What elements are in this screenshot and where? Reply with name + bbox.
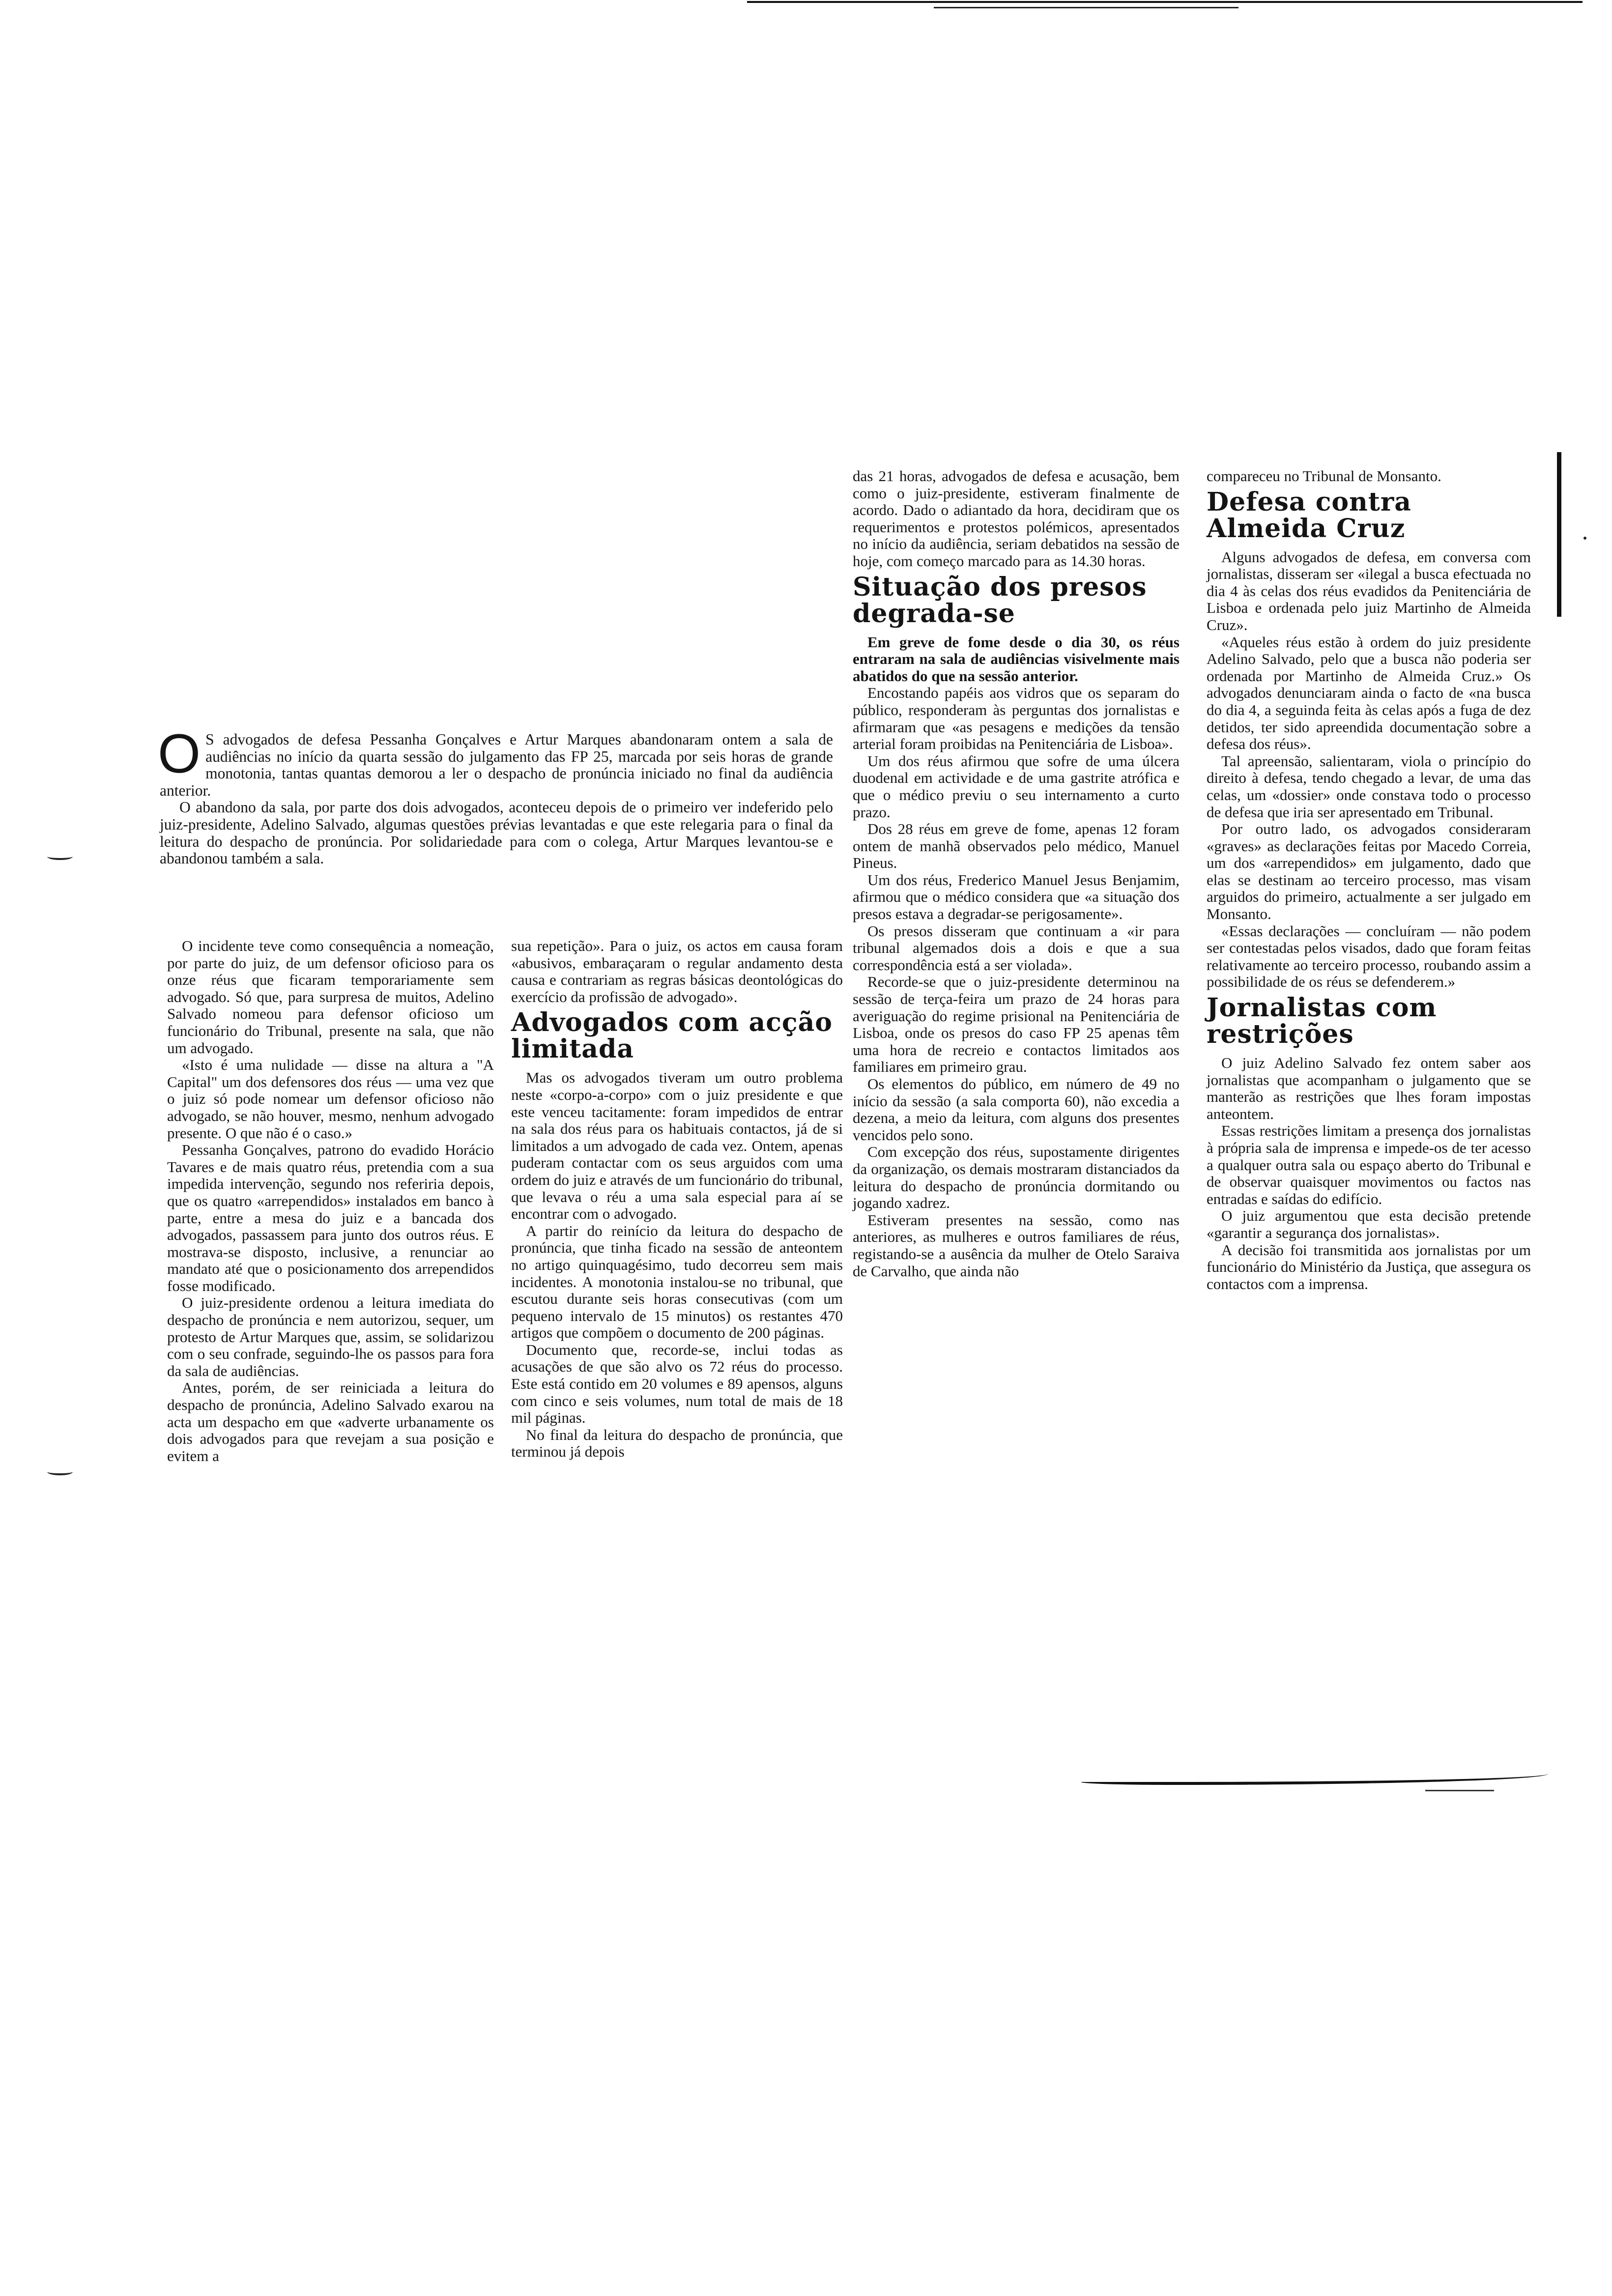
body-paragraph: sua repetição». Para o juiz, os actos em causa foram «abusivos, embaraçaram o regular andamento desta causa e contrariam as regras básicas deontológicas do exercício da profissão de advogado». xyxy=(511,937,843,1005)
body-paragraph: O juiz argumentou que esta decisão pretende «garantir a segurança dos jornalistas». xyxy=(1207,1207,1531,1241)
body-paragraph: das 21 horas, advogados de defesa e acusação, bem como o juiz-presidente, estiveram finalmente de acordo. Dado o adiantado da hora, decidiram que os requerimentos e protestos polémicos, apresentados no início da audiência, seriam debatidos na sessão de hoje, com começo marcado para as 14.30 horas. xyxy=(853,467,1180,570)
body-paragraph: compareceu no Tribunal de Monsanto. xyxy=(1207,467,1441,485)
lead-paragraph: O abandono da sala, por parte dos dois advogados, aconteceu depois de o primeiro ver indeferido pelo juiz-presidente, Adelino Salvado, algumas questões prévias levantadas e que este relegaria para o final da leitura do despacho de pronúncia. Por solidariedade para com o colega, Artur Marques levantou-se e abandonou também a sala. xyxy=(160,799,833,867)
body-paragraph: Mas os advogados tiveram um outro problema neste «corpo-a-corpo» com o juiz presidente e que este venceu tacitamente: foram impedidos de entrar na sala dos réus para os habituais contactos, já de si limitados a um advogado de cada vez. Ontem, apenas puderam contactar com os seus arguidos com uma ordem do juiz e através de um funcionário do tribunal, que levava o réu a uma sala especial para aí se encontrar com o advogado. xyxy=(511,1069,843,1223)
body-paragraph: Um dos réus afirmou que sofre de uma úlcera duodenal em actividade e de uma gastrite atrófica e que o médico previu o seu internamento a curto prazo. xyxy=(853,752,1180,821)
body-paragraph: Encostando papéis aos vidros que os separam do público, responderam às perguntas dos jornalistas e afirmaram que «as pesagens e medições da tensão arterial foram proibidas na Penitenciária de Lisboa». xyxy=(853,684,1180,753)
body-paragraph: Pessanha Gonçalves, patrono do evadido Horácio Tavares e de mais quatro réus, pretendia com a sua impedida intervenção, segundo nos referiria depois, que os quatro «arrependidos» instalados em banco à parte, entre a mesa do juiz e a bancada dos advogados, passassem para junto dos outros réus. E mostrava-se disposto, inclusive, a renunciar ao mandato até que o posicionamento dos arrependidos fosse modificado. xyxy=(167,1141,494,1294)
scan-edge-line xyxy=(747,1,1583,3)
body-paragraph: «Essas declarações — concluíram — não podem ser contestadas pelos visados, dado que foram feitas relativamente ao terceiro processo, roubando assim a possibilidade de os réus se defenderem.» xyxy=(1207,922,1531,991)
body-paragraph: Um dos réus, Frederico Manuel Jesus Benjamim, afirmou que o médico considera que «a situação dos presos estava a degradar-se perigosamente». xyxy=(853,871,1180,923)
body-paragraph: Por outro lado, os advogados consideraram «graves» as declarações feitas por Macedo Correia, um dos «arrependidos» em julgamento, dado que elas se destinam ao terceiro processo, mas visam arguidos do primeiro, actualmente a ser julgado em Monsanto. xyxy=(1207,820,1531,923)
body-paragraph: «Isto é uma nulidade — disse na altura a "A Capital" um dos defensores dos réus — uma vez que o juiz só pode nomear um defensor oficioso não advogado, se não houver, mesmo, nenhum advogado presente. O que não é o caso.» xyxy=(167,1056,494,1142)
section-heading: Situação dos presos degrada-se xyxy=(853,572,1147,629)
column-rule xyxy=(1557,452,1561,617)
article-column-1 xyxy=(167,938,494,1464)
body-paragraph: O juiz-presidente ordenou a leitura imediata do despacho de pronúncia e nem autorizou, sequer, um protesto de Artur Marques que, assim, se solidarizou com o seu confrade, seguindo-lhe os passos para fora da sala de audiências. xyxy=(167,1294,494,1379)
article-column-2 xyxy=(511,938,843,1461)
body-paragraph: A partir do reinício da leitura do despacho de pronúncia, que tinha ficado na sessão de anteontem no artigo quinquagésimo, tudo decorreu sem mais incidentes. A monotonia instalou-se no tribunal, que escutou durante seis horas consecutivas (com um pequeno intervalo de 15 minutos) os restantes 470 artigos que compõem o documento de 200 páginas. xyxy=(511,1222,843,1342)
body-paragraph: Documento que, recorde-se, inclui todas as acusações de que são alvo os 72 réus do processo. Este está contido em 20 volumes e 89 apensos, alguns com cinco e seis volumes, num total de mais de 18 mil páginas. xyxy=(511,1341,843,1427)
scan-edge-line xyxy=(934,7,1238,8)
body-paragraph: Essas restrições limitam a presença dos jornalistas à própria sala de imprensa e impede-os de ter acesso a qualquer outra sala ou espaço aberto do Tribunal e de observar quaisquer movimentos ou factos nas entradas e saídas do edifício. xyxy=(1207,1122,1531,1207)
body-paragraph: O juiz Adelino Salvado fez ontem saber aos jornalistas que acompanham o julgamento que se manterão as restrições que lhes foram impostas anteontem. xyxy=(1207,1054,1531,1122)
body-paragraph: Recorde-se que o juiz-presidente determinou na sessão de terça-feira um prazo de 24 horas para averiguação do regime prisional na Penitenciária de Lisboa, onde os presos do caso FP 25 apenas têm uma hora de recreio e contactos limitados aos familiares em primeiro grau. xyxy=(853,973,1180,1076)
margin-mark xyxy=(1583,537,1586,540)
article-column-4 xyxy=(1207,468,1531,1292)
body-paragraph: Com excepção dos réus, supostamente dirigentes da organização, os demais mostraram distanciados da leitura do despacho de pronúncia dormitando ou jogando xadrez. xyxy=(853,1143,1180,1212)
body-paragraph: Tal apreensão, salientaram, viola o princípio do direito à defesa, tendo chegado a levar, de uma das celas, um «dossier» onde constava todo o processo de defesa que iria ser apresentado em Tribunal. xyxy=(1207,752,1531,821)
body-paragraph: Alguns advogados de defesa, em conversa com jornalistas, disseram ser «ilegal a busca efectuada no dia 4 às celas dos réus evadidos da Penitenciária de Lisboa e ordenada pelo juiz Martinho de Almeida Cruz». xyxy=(1207,548,1531,633)
body-paragraph: Os presos disseram que continuam a «ir para tribunal algemados dois a dois e que a sua correspondência está a ser violada». xyxy=(853,922,1180,974)
lead-paragraph: O S advogados de defesa Pessanha Gonçalves e Artur Marques abandonaram ontem a sala de audiências no início da quarta sessão do julgamento das FP 25, marcada por seis horas de grande monotonia, tantas quantas demorou a ler o despacho de pronúncia iniciado no final da audiência anterior. xyxy=(158,723,833,799)
body-paragraph: A decisão foi transmitida aos jornalistas por um funcionário do Ministério da Justiça, que assegura os contactos com a imprensa. xyxy=(1207,1241,1531,1292)
end-rule xyxy=(1425,1790,1494,1791)
end-rule xyxy=(1081,1771,1548,1785)
article-column-3 xyxy=(853,468,1180,1280)
body-paragraph: O incidente teve como consequência a nomeação, por parte do juiz, de um defensor oficioso para os onze réus que ficaram temporariamente sem advogado. Só que, para surpresa de muitos, Adelino Salvado nomeou para defensor oficioso um funcionário do Tribunal, presente na sala, que não um advogado. xyxy=(167,937,494,1057)
body-paragraph: No final da leitura do despacho de pronúncia, que terminou já depois xyxy=(511,1426,843,1461)
body-paragraph: Estiveram presentes na sessão, como nas anteriores, as mulheres e outros familiares de réus, registando-se a ausência da mulher de Otelo Saraiva de Carvalho, que ainda não xyxy=(853,1211,1180,1280)
margin-mark xyxy=(47,1468,73,1475)
drop-cap: O xyxy=(158,723,201,784)
body-paragraph: Em greve de fome desde o dia 30, os réus entraram na sala de audiências visivelmente mais abatidos do que na sessão anterior. xyxy=(853,633,1180,685)
body-paragraph: Os elementos do público, em número de 49 no início da sessão (a sala comporta 60), não excedia a dezena, a meio da leitura, com alguns dos presentes vencidos pelo sono. xyxy=(853,1075,1180,1144)
article-lead xyxy=(158,723,833,867)
body-paragraph: Antes, porém, de ser reiniciada a leitura do despacho de pronúncia, Adelino Salvado exarou na acta um despacho em que «adverte urbanamente os dois advogados para que revejam a sua posição e evitem a xyxy=(167,1379,494,1464)
body-paragraph: Dos 28 réus em greve de fome, apenas 12 foram ontem de manhã observados pelo médico, Manuel Pineus. xyxy=(853,820,1180,872)
section-heading: Defesa contra Almeida Cruz xyxy=(1207,487,1411,544)
body-paragraph: «Aqueles réus estão à ordem do juiz presidente Adelino Salvado, pelo que a busca não poderia ser ordenada por Martinho de Almeida Cruz.» Os advogados denunciaram ainda o facto de «na busca do dia 4, a seguinda feita às celas após a fuga de dez detidos, ter sido apreendida documentação sobre a defesa dos réus». xyxy=(1207,633,1531,753)
section-heading: Jornalistas com restrições xyxy=(1207,993,1437,1050)
margin-mark xyxy=(47,853,73,860)
section-heading: Advogados com acção limitada xyxy=(511,1007,833,1064)
